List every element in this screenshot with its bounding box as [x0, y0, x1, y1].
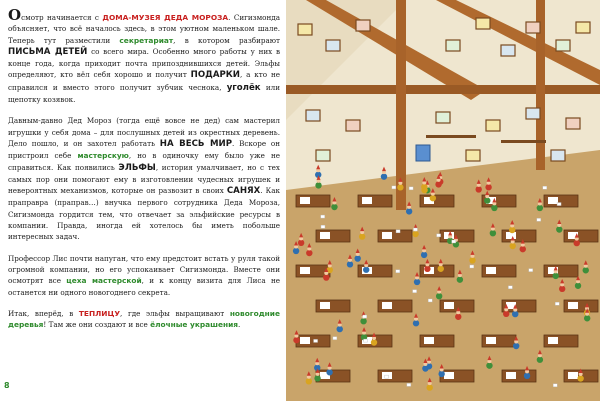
letter [568, 302, 578, 309]
picture-frame [298, 24, 312, 35]
text-run: , в котором разбирают [173, 35, 280, 45]
elf [436, 293, 442, 299]
elf [381, 173, 387, 179]
paper-pile [543, 186, 547, 189]
text-run: или щепотку козявок. [8, 82, 280, 105]
highlighted-term: ёлочные украшения [150, 320, 239, 330]
cross-beam [286, 85, 600, 94]
letter [444, 302, 454, 309]
elf [421, 252, 427, 258]
paper-pile [396, 270, 400, 273]
elf [326, 369, 332, 375]
highlighted-term: ЭЛЬФЫ [118, 162, 156, 173]
elf [412, 231, 418, 237]
page-number: 8 [4, 381, 10, 390]
elf [435, 181, 441, 187]
workshop-illustration [286, 0, 600, 401]
pillar [396, 0, 406, 210]
picture-frame [486, 120, 500, 131]
elf [457, 276, 463, 282]
paper-pile [557, 203, 561, 206]
picture-frame [446, 40, 460, 51]
text-run: Профессор Лис почти напуган, что ему предстоит встать у руля такой огромной компании, но его успокаивает Сигизмонда. Вместе они осмотрят все [8, 253, 280, 286]
paragraph [8, 115, 280, 242]
picture-frame [526, 108, 540, 119]
paper-pile [452, 240, 456, 243]
right-page [286, 0, 600, 401]
letter [506, 232, 516, 239]
elf [397, 184, 403, 190]
paper-pile [392, 186, 396, 189]
picture-frame [466, 150, 480, 161]
text-run: . Вскоре он пристроил себе [8, 138, 280, 161]
elf [293, 337, 299, 343]
paper-pile [555, 302, 559, 305]
highlighted-term: уголёк [226, 82, 261, 93]
picture-frame [476, 18, 490, 29]
elf [413, 320, 419, 326]
elf [360, 318, 366, 324]
elf [347, 261, 353, 267]
elf [583, 267, 589, 273]
paper-pile [409, 187, 413, 190]
elf [306, 250, 312, 256]
elf [421, 184, 427, 190]
paper-pile [364, 339, 368, 342]
elf [537, 357, 543, 363]
elf [354, 255, 360, 261]
letter [300, 337, 310, 344]
paper-pile [413, 228, 417, 231]
letter [486, 267, 496, 274]
text-run: , где эльфы выращивают [120, 308, 230, 318]
filing-box [416, 145, 430, 161]
text-run: . Сигизмонда объясняет, что всё началось здесь, в этом уютном маленьком шале. Теперь тут разместили [8, 13, 281, 45]
paper-pile [553, 384, 557, 387]
letter [548, 337, 558, 344]
text-run: , а кто не справился и вместо этого получит зубчик чеснока, [8, 70, 281, 92]
highlighted-term: ПОДАРКИ [190, 70, 240, 81]
highlighted-term: мастерскую [77, 151, 129, 161]
elf [490, 230, 496, 236]
paper-pile [321, 225, 325, 228]
letter [382, 232, 392, 239]
elf [485, 184, 491, 190]
text-run: Итак, вперёд, в [8, 308, 79, 318]
highlighted-term: НА ВЕСЬ МИР [159, 138, 232, 149]
elf [512, 311, 518, 317]
elf [315, 182, 321, 188]
paragraph [8, 6, 281, 105]
elf [359, 233, 365, 239]
paper-pile [413, 290, 417, 293]
paper-pile [333, 337, 337, 340]
elf [331, 204, 337, 210]
elf [556, 226, 562, 232]
elf [306, 378, 312, 384]
highlighted-term: САНЯХ [226, 186, 261, 197]
picture-frame [316, 150, 330, 161]
letter [320, 302, 330, 309]
letter [548, 197, 558, 204]
elf [524, 373, 530, 379]
elf [509, 227, 515, 233]
elf [577, 375, 583, 381]
highlighted-term: новогодние деревья [8, 308, 280, 330]
highlighted-term: цеха мастерской [66, 276, 142, 286]
elf [469, 257, 475, 263]
elf [438, 371, 444, 377]
elf [422, 365, 428, 371]
elf [414, 279, 420, 285]
text-run: ! Там же они создают и все [43, 320, 151, 330]
highlighted-term: ПИСЬМА ДЕТЕЙ [8, 46, 88, 57]
elf [574, 240, 580, 246]
elf [406, 208, 412, 214]
text-run: , и к концу визита для Лиса не останется ни одного новогоднего секрета. [8, 276, 281, 297]
elf [430, 195, 436, 201]
paper-pile [407, 383, 411, 386]
paper-pile [321, 215, 325, 218]
text-run: , но в одиночку ему было уже не справиться. Как появились [8, 151, 280, 172]
elf [323, 274, 329, 280]
elf [584, 315, 590, 321]
paragraph [8, 308, 280, 331]
text-run: . Как праправра (праправ…) внучка первого сотрудника Деда Мороза, Сигизмонда гордится тем, что отвечает за эльфийские ресурсы в компании. Правда, иногда ей хотелось бы иметь побольше интересных задач. [8, 186, 280, 242]
elf [293, 248, 299, 254]
elf [537, 205, 543, 211]
highlighted-term: ТЕПЛИЦУ [78, 308, 121, 318]
elf [510, 243, 516, 249]
paper-pile [470, 265, 474, 268]
elf [503, 311, 509, 317]
letter [486, 337, 496, 344]
letter [506, 372, 516, 379]
paper-pile [437, 234, 441, 237]
highlighted-term: О [8, 6, 22, 24]
paper-pile [508, 286, 512, 289]
picture-frame [576, 22, 590, 33]
paper-pile [529, 269, 533, 272]
elf [575, 283, 581, 289]
picture-frame [551, 150, 565, 161]
shelf [426, 135, 476, 138]
elf [455, 314, 461, 320]
letter [300, 267, 310, 274]
highlighted-term: секретариат [119, 35, 174, 45]
paper-pile [314, 339, 318, 342]
picture-frame [501, 45, 515, 56]
picture-frame [306, 110, 320, 121]
shelf [501, 140, 546, 143]
elf [486, 362, 492, 368]
picture-frame [356, 20, 370, 31]
elf [491, 205, 497, 211]
picture-frame [326, 40, 340, 51]
picture-frame [526, 22, 540, 33]
letter [568, 372, 578, 379]
highlighted-term: ДОМА-МУЗЕЯ ДЕДА МОРОЗА [102, 13, 229, 22]
elf [298, 240, 304, 246]
text-run: . [238, 320, 241, 330]
elf [520, 246, 526, 252]
text-run: смотр начинается с [21, 13, 103, 22]
paper-pile [537, 218, 541, 221]
letter [444, 372, 454, 379]
paragraph [8, 253, 280, 298]
elf [424, 266, 430, 272]
elf [438, 266, 444, 272]
left-page [0, 0, 286, 401]
paper-pile [396, 230, 400, 233]
elf [371, 339, 377, 345]
text-run: со всего мира. Особенно много работы у них в конце года, когда приходит почта припозднившихся детей. Эльфы определяют, кто вёл себя хорошо и получит [8, 46, 280, 80]
picture-frame [566, 118, 580, 129]
elf [559, 286, 565, 292]
picture-frame [346, 120, 360, 131]
letter [320, 232, 330, 239]
paper-pile [428, 299, 432, 302]
picture-frame [556, 40, 570, 51]
letter [382, 302, 392, 309]
text-run: Давным-давно Дед Мороз (тогда ещё вовсе не дед) сам мастерил игрушки у себя дома – для послушных детей из окрестных деревень. Дело пошло, и он захотел работать [8, 116, 280, 148]
elf [476, 186, 482, 192]
elf [363, 267, 369, 273]
elf [337, 326, 343, 332]
elf [426, 384, 432, 390]
letter [362, 197, 372, 204]
letter [300, 197, 310, 204]
paper-pile [385, 375, 389, 378]
picture-frame [436, 112, 450, 123]
elf [484, 197, 490, 203]
elf [314, 375, 320, 381]
elf [553, 273, 559, 279]
letter [424, 337, 434, 344]
paper-pile [363, 315, 367, 318]
elf [513, 343, 519, 349]
text-run: , история умалчивает, но с тех самых пор они помогают ему в изготовлении чудесных игрушек и невероятных механизмов, которые он развозит в своих [8, 162, 280, 196]
story-text [8, 6, 281, 340]
